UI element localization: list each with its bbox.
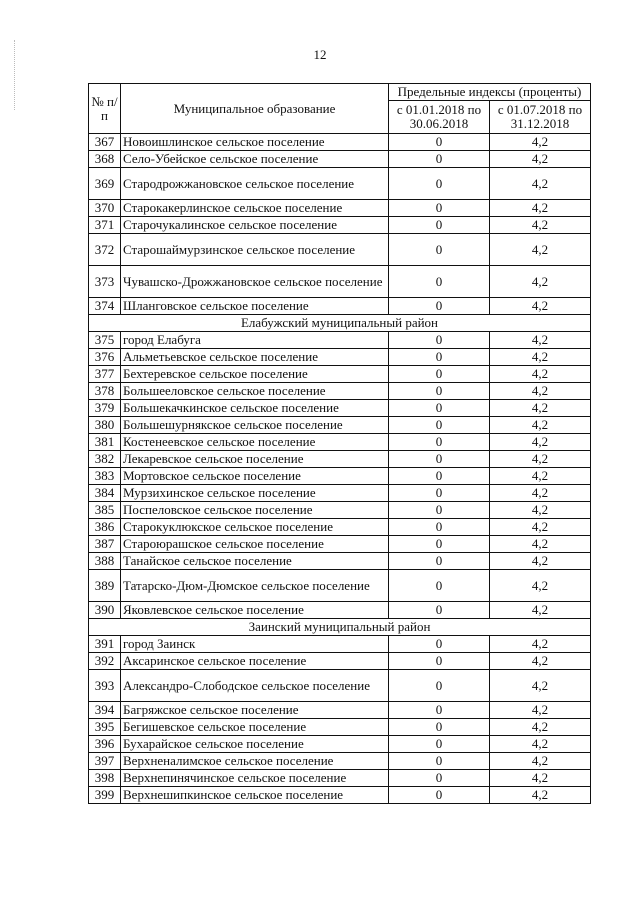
- page-number: 12: [313, 47, 327, 62]
- table-row: [89, 570, 591, 602]
- index-period-1: 0: [388, 787, 489, 804]
- municipality-name: Большееловское сельское поселение: [121, 383, 389, 400]
- table-row: [89, 151, 591, 168]
- table-row: [89, 200, 591, 217]
- row-number: 369: [89, 168, 121, 200]
- index-period-2: 4,2: [489, 400, 590, 417]
- index-period-2: 4,2: [489, 770, 590, 787]
- index-period-1: 0: [388, 383, 489, 400]
- row-number: 394: [89, 702, 121, 719]
- index-period-2: 4,2: [489, 485, 590, 502]
- table-row: [89, 134, 591, 151]
- index-period-2: 4,2: [489, 417, 590, 434]
- index-period-1: 0: [388, 468, 489, 485]
- row-number: 380: [89, 417, 121, 434]
- index-period-2: 4,2: [489, 502, 590, 519]
- table-body: [89, 134, 591, 804]
- municipality-name: Александро-Слободское сельское поселение: [121, 670, 389, 702]
- header-period-2: с 01.07.2018 по 31.12.2018: [489, 101, 590, 134]
- table-row: [89, 266, 591, 298]
- index-period-1: 0: [388, 736, 489, 753]
- municipality-name: Танайское сельское поселение: [121, 553, 389, 570]
- district-section-row: [89, 619, 591, 636]
- table-row: [89, 736, 591, 753]
- row-number: 368: [89, 151, 121, 168]
- index-period-1: 0: [388, 653, 489, 670]
- index-period-2: 4,2: [489, 349, 590, 366]
- municipality-name: Село-Убейское сельское поселение: [121, 151, 389, 168]
- row-number: 376: [89, 349, 121, 366]
- table-row: [89, 400, 591, 417]
- table-row: [89, 217, 591, 234]
- index-period-2: 4,2: [489, 234, 590, 266]
- index-period-1: 0: [388, 400, 489, 417]
- row-number: 367: [89, 134, 121, 151]
- index-period-1: 0: [388, 217, 489, 234]
- row-number: 370: [89, 200, 121, 217]
- index-period-2: 4,2: [489, 519, 590, 536]
- municipality-name: Бегишевское сельское поселение: [121, 719, 389, 736]
- index-period-1: 0: [388, 519, 489, 536]
- table-row: [89, 553, 591, 570]
- index-period-1: 0: [388, 719, 489, 736]
- table-row: [89, 366, 591, 383]
- index-period-1: 0: [388, 134, 489, 151]
- index-period-1: 0: [388, 168, 489, 200]
- row-number: 379: [89, 400, 121, 417]
- index-period-2: 4,2: [489, 653, 590, 670]
- index-period-1: 0: [388, 602, 489, 619]
- row-number: 372: [89, 234, 121, 266]
- index-period-2: 4,2: [489, 536, 590, 553]
- index-period-1: 0: [388, 332, 489, 349]
- index-period-2: 4,2: [489, 736, 590, 753]
- row-number: 393: [89, 670, 121, 702]
- index-period-2: 4,2: [489, 266, 590, 298]
- table-row: [89, 702, 591, 719]
- row-number: 390: [89, 602, 121, 619]
- municipality-name: Верхнепинячинское сельское поселение: [121, 770, 389, 787]
- municipality-name: Чувашско-Дрожжановское сельское поселение: [121, 266, 389, 298]
- municipality-name: Стародрожжановское сельское поселение: [121, 168, 389, 200]
- table-row: [89, 485, 591, 502]
- index-period-1: 0: [388, 570, 489, 602]
- index-period-2: 4,2: [489, 468, 590, 485]
- index-period-2: 4,2: [489, 434, 590, 451]
- index-period-1: 0: [388, 536, 489, 553]
- header-period-1: с 01.01.2018 по 30.06.2018: [388, 101, 489, 134]
- index-period-2: 4,2: [489, 298, 590, 315]
- header-num: № п/п: [89, 84, 121, 134]
- table-row: [89, 536, 591, 553]
- municipality-name: Старошаймурзинское сельское поселение: [121, 234, 389, 266]
- municipality-name: Аксаринское сельское поселение: [121, 653, 389, 670]
- row-number: 375: [89, 332, 121, 349]
- row-number: 392: [89, 653, 121, 670]
- table-row: [89, 602, 591, 619]
- index-period-1: 0: [388, 636, 489, 653]
- index-period-1: 0: [388, 417, 489, 434]
- row-number: 391: [89, 636, 121, 653]
- table-row: [89, 787, 591, 804]
- header-limits: Предельные индексы (проценты): [388, 84, 590, 101]
- table-row: [89, 417, 591, 434]
- municipality-name: Новоишлинское сельское поселение: [121, 134, 389, 151]
- row-number: 396: [89, 736, 121, 753]
- index-period-2: 4,2: [489, 570, 590, 602]
- municipality-name: Яковлевское сельское поселение: [121, 602, 389, 619]
- municipality-name: Лекаревское сельское поселение: [121, 451, 389, 468]
- index-period-2: 4,2: [489, 332, 590, 349]
- row-number: 386: [89, 519, 121, 536]
- index-period-1: 0: [388, 366, 489, 383]
- table-row: [89, 434, 591, 451]
- row-number: 382: [89, 451, 121, 468]
- row-number: 389: [89, 570, 121, 602]
- index-period-1: 0: [388, 151, 489, 168]
- row-number: 371: [89, 217, 121, 234]
- index-period-1: 0: [388, 451, 489, 468]
- municipality-name: Верхненалимское сельское поселение: [121, 753, 389, 770]
- row-number: 377: [89, 366, 121, 383]
- table-row: [89, 349, 591, 366]
- index-period-1: 0: [388, 770, 489, 787]
- row-number: 373: [89, 266, 121, 298]
- table-row: [89, 451, 591, 468]
- table-row: [89, 770, 591, 787]
- municipality-name: Бухарайское сельское поселение: [121, 736, 389, 753]
- row-number: 384: [89, 485, 121, 502]
- table-row: [89, 468, 591, 485]
- municipality-name: Староюрашское сельское поселение: [121, 536, 389, 553]
- index-period-2: 4,2: [489, 553, 590, 570]
- index-period-2: 4,2: [489, 719, 590, 736]
- index-period-2: 4,2: [489, 366, 590, 383]
- municipality-name: Мурзихинское сельское поселение: [121, 485, 389, 502]
- index-period-1: 0: [388, 298, 489, 315]
- district-title: Елабужский муниципальный район: [89, 315, 591, 332]
- row-number: 395: [89, 719, 121, 736]
- municipality-name: Старокуклюкское сельское поселение: [121, 519, 389, 536]
- index-period-1: 0: [388, 502, 489, 519]
- municipality-name: город Елабуга: [121, 332, 389, 349]
- table-row: [89, 168, 591, 200]
- index-period-2: 4,2: [489, 702, 590, 719]
- table-row: [89, 234, 591, 266]
- tariff-index-table: [88, 83, 591, 804]
- row-number: 388: [89, 553, 121, 570]
- municipality-name: Костенеевское сельское поселение: [121, 434, 389, 451]
- municipality-name: Татарско-Дюм-Дюмское сельское поселение: [121, 570, 389, 602]
- row-number: 387: [89, 536, 121, 553]
- index-period-2: 4,2: [489, 753, 590, 770]
- index-period-1: 0: [388, 349, 489, 366]
- index-period-2: 4,2: [489, 451, 590, 468]
- index-period-2: 4,2: [489, 602, 590, 619]
- row-number: 381: [89, 434, 121, 451]
- row-number: 383: [89, 468, 121, 485]
- header-municipality: Муниципальное образование: [121, 84, 389, 134]
- index-period-1: 0: [388, 670, 489, 702]
- municipality-name: Верхнешипкинское сельское поселение: [121, 787, 389, 804]
- municipality-name: Поспеловское сельское поселение: [121, 502, 389, 519]
- index-period-2: 4,2: [489, 151, 590, 168]
- table-row: [89, 670, 591, 702]
- table-row: [89, 636, 591, 653]
- index-period-2: 4,2: [489, 787, 590, 804]
- table-row: [89, 653, 591, 670]
- municipality-name: Бехтеревское сельское поселение: [121, 366, 389, 383]
- municipality-name: Мортовское сельское поселение: [121, 468, 389, 485]
- index-period-1: 0: [388, 234, 489, 266]
- row-number: 399: [89, 787, 121, 804]
- table-row: [89, 298, 591, 315]
- municipality-name: Большешурнякское сельское поселение: [121, 417, 389, 434]
- index-period-2: 4,2: [489, 134, 590, 151]
- index-period-1: 0: [388, 553, 489, 570]
- table-row: [89, 519, 591, 536]
- municipality-name: Большекачкинское сельское поселение: [121, 400, 389, 417]
- index-period-1: 0: [388, 485, 489, 502]
- district-title: Заинский муниципальный район: [89, 619, 591, 636]
- index-period-2: 4,2: [489, 200, 590, 217]
- municipality-name: Шланговское сельское поселение: [121, 298, 389, 315]
- municipality-name: Альметьевское сельское поселение: [121, 349, 389, 366]
- index-period-2: 4,2: [489, 670, 590, 702]
- index-period-2: 4,2: [489, 168, 590, 200]
- row-number: 374: [89, 298, 121, 315]
- index-period-2: 4,2: [489, 383, 590, 400]
- row-number: 398: [89, 770, 121, 787]
- index-period-1: 0: [388, 200, 489, 217]
- row-number: 397: [89, 753, 121, 770]
- municipality-name: Старокакерлинское сельское поселение: [121, 200, 389, 217]
- index-period-1: 0: [388, 266, 489, 298]
- index-period-2: 4,2: [489, 636, 590, 653]
- municipality-name: город Заинск: [121, 636, 389, 653]
- row-number: 378: [89, 383, 121, 400]
- municipality-name: Багряжское сельское поселение: [121, 702, 389, 719]
- municipality-name: Старочукалинское сельское поселение: [121, 217, 389, 234]
- index-period-1: 0: [388, 702, 489, 719]
- index-period-1: 0: [388, 434, 489, 451]
- index-period-1: 0: [388, 753, 489, 770]
- district-section-row: [89, 315, 591, 332]
- table-row: [89, 753, 591, 770]
- table-row: [89, 502, 591, 519]
- table-row: [89, 332, 591, 349]
- table-row: [89, 383, 591, 400]
- index-period-2: 4,2: [489, 217, 590, 234]
- table-row: [89, 719, 591, 736]
- row-number: 385: [89, 502, 121, 519]
